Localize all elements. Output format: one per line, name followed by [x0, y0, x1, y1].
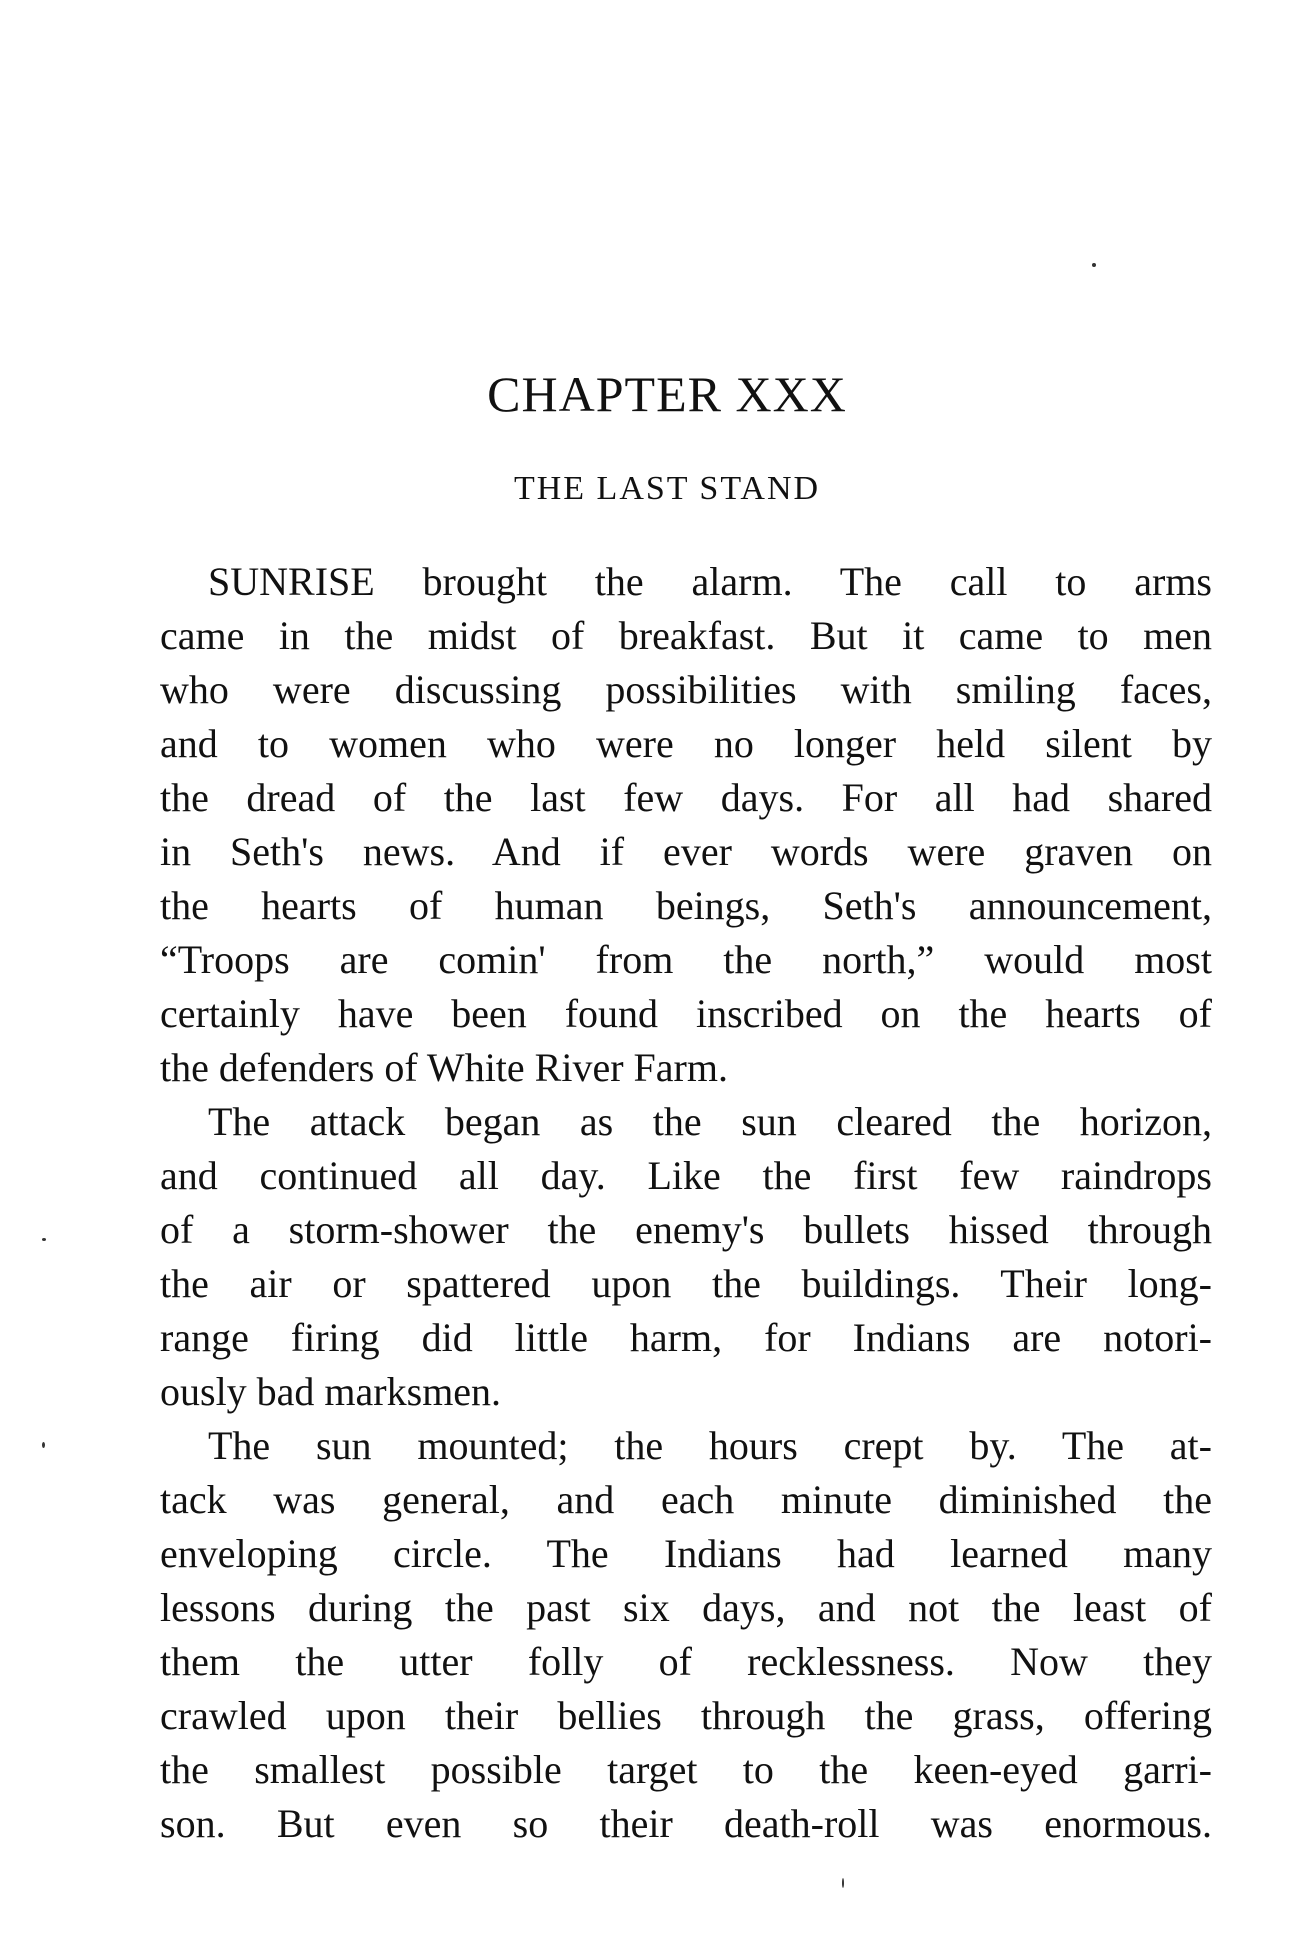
text-line: SUNRISE brought the alarm. The call to arms	[208, 559, 1212, 604]
text-line: came in the midst of breakfast. But it came to men	[160, 613, 1212, 658]
text-line: enveloping circle. The Indians had learned many	[160, 1531, 1212, 1576]
scan-speck	[42, 1442, 45, 1448]
scan-speck	[42, 1238, 46, 1241]
text-line: in Seth's news. And if ever words were graven on	[160, 829, 1212, 874]
text-line: and continued all day. Like the first few raindrops	[160, 1153, 1212, 1198]
paragraph-1	[160, 555, 1212, 1095]
text-line: crawled upon their bellies through the grass, offering	[160, 1693, 1212, 1738]
paragraph-2	[160, 1095, 1212, 1419]
text-line: who were discussing possibilities with smiling faces,	[160, 667, 1212, 712]
text-line: The attack began as the sun cleared the horizon,	[208, 1099, 1212, 1144]
text-line: tack was general, and each minute diminished the	[160, 1477, 1212, 1522]
text-line: The sun mounted; the hours crept by. The at-	[208, 1423, 1212, 1468]
text-line: the air or spattered upon the buildings. Their long-	[160, 1261, 1212, 1306]
text-line: son. But even so their death-roll was enormous.	[160, 1801, 1212, 1846]
text-line: ously bad marksmen.	[160, 1369, 502, 1414]
body-text	[160, 555, 1212, 1851]
text-line: certainly have been found inscribed on the hearts of	[160, 991, 1212, 1036]
text-line: range firing did little harm, for Indians are notori-	[160, 1315, 1212, 1360]
text-line: the dread of the last few days. For all had shared	[160, 775, 1212, 820]
chapter-number: CHAPTER XXX	[487, 366, 847, 422]
chapter-title: THE LAST STAND	[513, 470, 821, 507]
paragraph-3	[160, 1419, 1212, 1851]
text-line: and to women who were no longer held silent by	[160, 721, 1212, 766]
text-line: the smallest possible target to the keen-eyed garri-	[160, 1747, 1212, 1792]
text-line: of a storm-shower the enemy's bullets hissed through	[160, 1207, 1212, 1252]
text-line: the hearts of human beings, Seth's announcement,	[160, 883, 1212, 928]
text-line: “Troops are comin' from the north,” would most	[160, 937, 1212, 982]
text-line: them the utter folly of recklessness. Now they	[160, 1639, 1212, 1684]
scan-speck	[842, 1878, 844, 1888]
text-line: the defenders of White River Farm.	[160, 1045, 728, 1090]
text-line: lessons during the past six days, and not the least of	[160, 1585, 1212, 1630]
scan-speck	[1092, 263, 1096, 267]
